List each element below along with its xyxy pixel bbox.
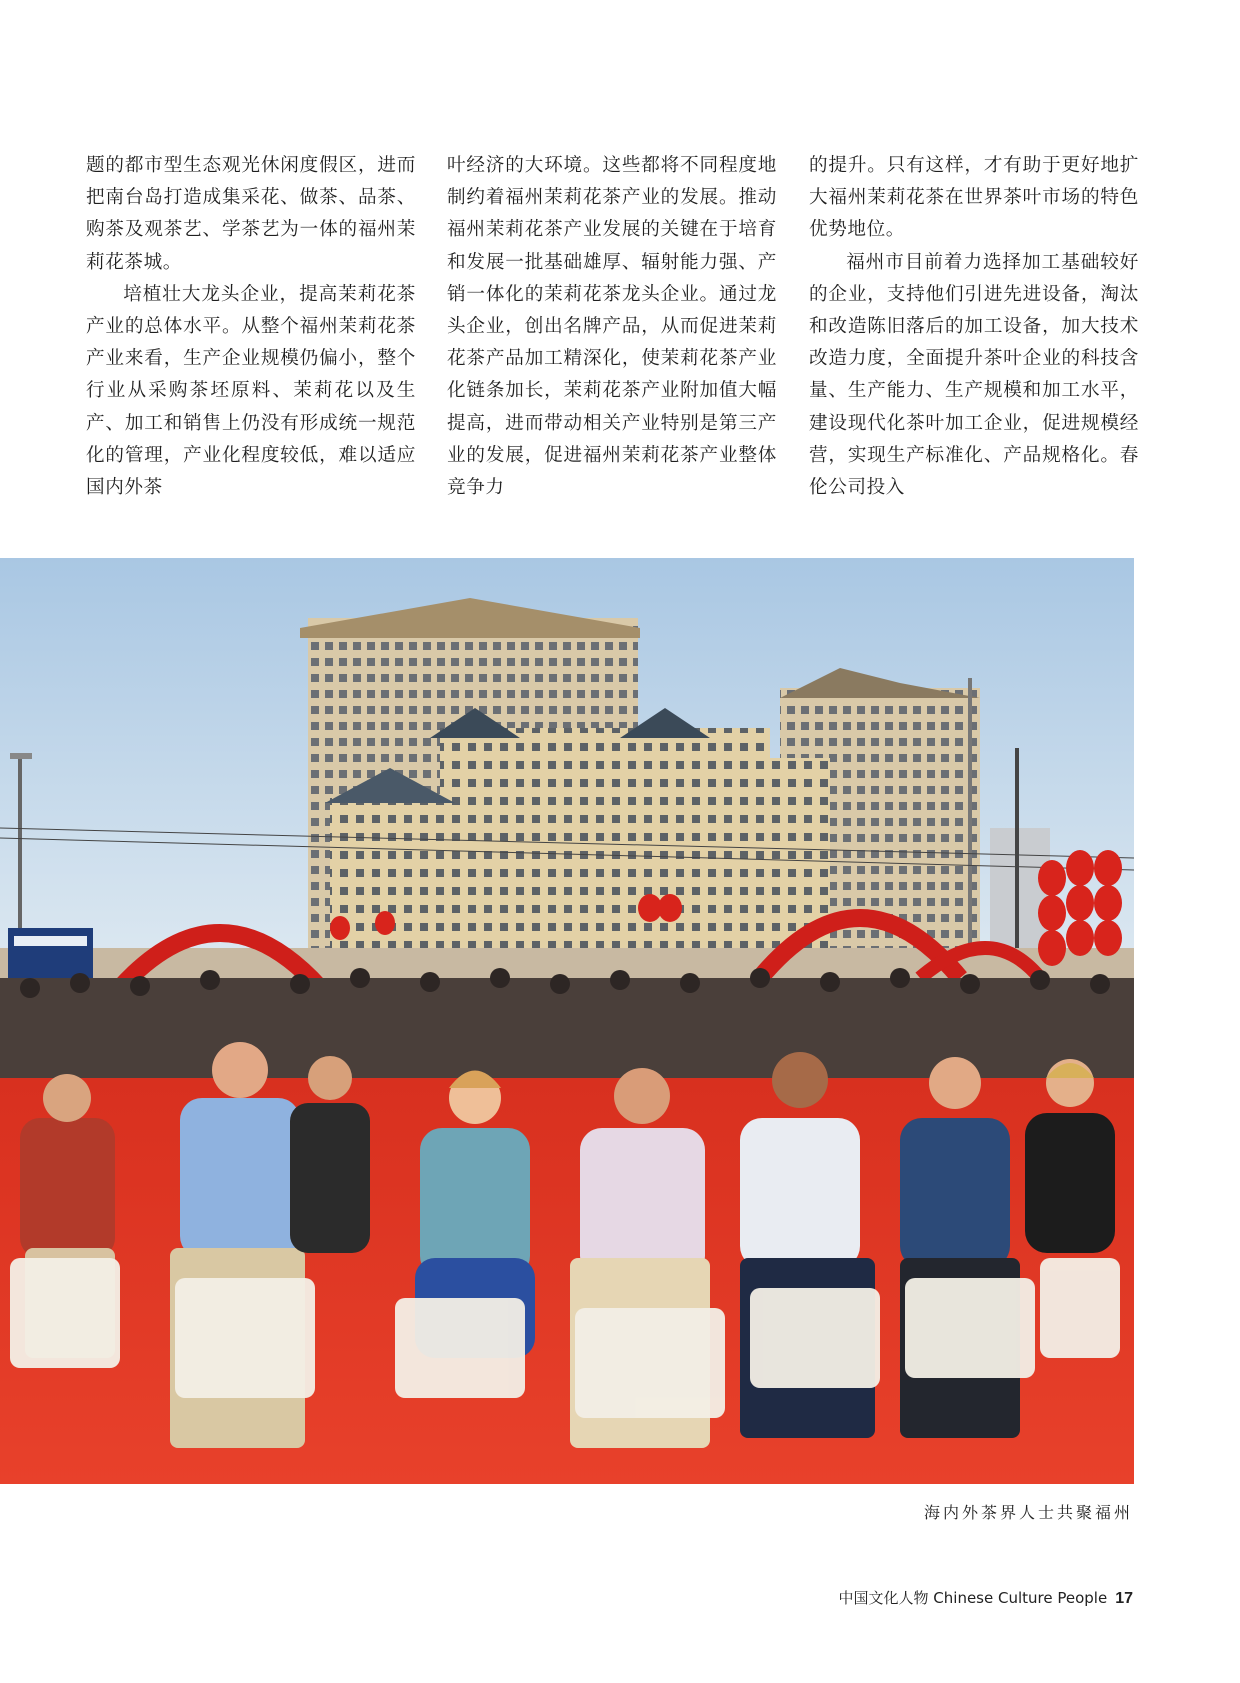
paragraph: 福州市目前着力选择加工基础较好的企业，支持他们引进先进设备，淘汰和改造陈旧落后的加工设备，加大技术改造力度，全面提升茶叶企业的科技含量、生产能力、生产规模和加工水平，建设现代化茶叶加工企业，促进规模经营，实现生产标准化、产品规格化。春伦公司投入 (809, 251, 1139, 499)
paragraph: 培植壮大龙头企业，提高茉莉花茶产业的总体水平。从整个福州茉莉花茶产业来看，生产企业规模仍偏小，整个行业从采购茶坯原料、茉莉花以及生产、加工和销售上仍没有形成统一规范化的管理，产业化程度较低，难以适应国内外茶 (86, 283, 416, 499)
article-column-1 (86, 150, 416, 504)
ceremony-photo (0, 558, 1134, 1484)
article-column-3 (809, 150, 1139, 504)
paragraph: 的提升。只有这样，才有助于更好地扩大福州茉莉花茶在世界茶叶市场的特色优势地位。 (809, 155, 1139, 241)
paragraph: 题的都市型生态观光休闲度假区，进而把南台岛打造成集采花、做茶、品茶、购茶及观茶艺、学茶艺为一体的福州茉莉花茶城。 (86, 155, 416, 273)
paragraph: 叶经济的大环境。这些都将不同程度地制约着福州茉莉花茶产业的发展。推动福州茉莉花茶产业发展的关键在于培育和发展一批基础雄厚、辐射能力强、产销一体化的茉莉花茶龙头企业。通过龙头企业，创出名牌产品，从而促进茉莉花茶产品加工精深化，使茉莉花茶产业化链条加长，茉莉花茶产业附加值大幅提高，进而带动相关产业特别是第三产业的发展，促进福州茉莉花茶产业整体竞争力 (447, 155, 777, 499)
article-column-2 (447, 150, 777, 504)
ceremony-photo-illustration (0, 558, 1134, 1484)
page-footer (839, 1587, 1133, 1608)
page-number: 17 (1115, 1590, 1133, 1607)
photo-caption: 海内外茶界人士共聚福州 (923, 1503, 1133, 1522)
publication-name: 中国文化人物 Chinese Culture People (838, 1589, 1108, 1607)
